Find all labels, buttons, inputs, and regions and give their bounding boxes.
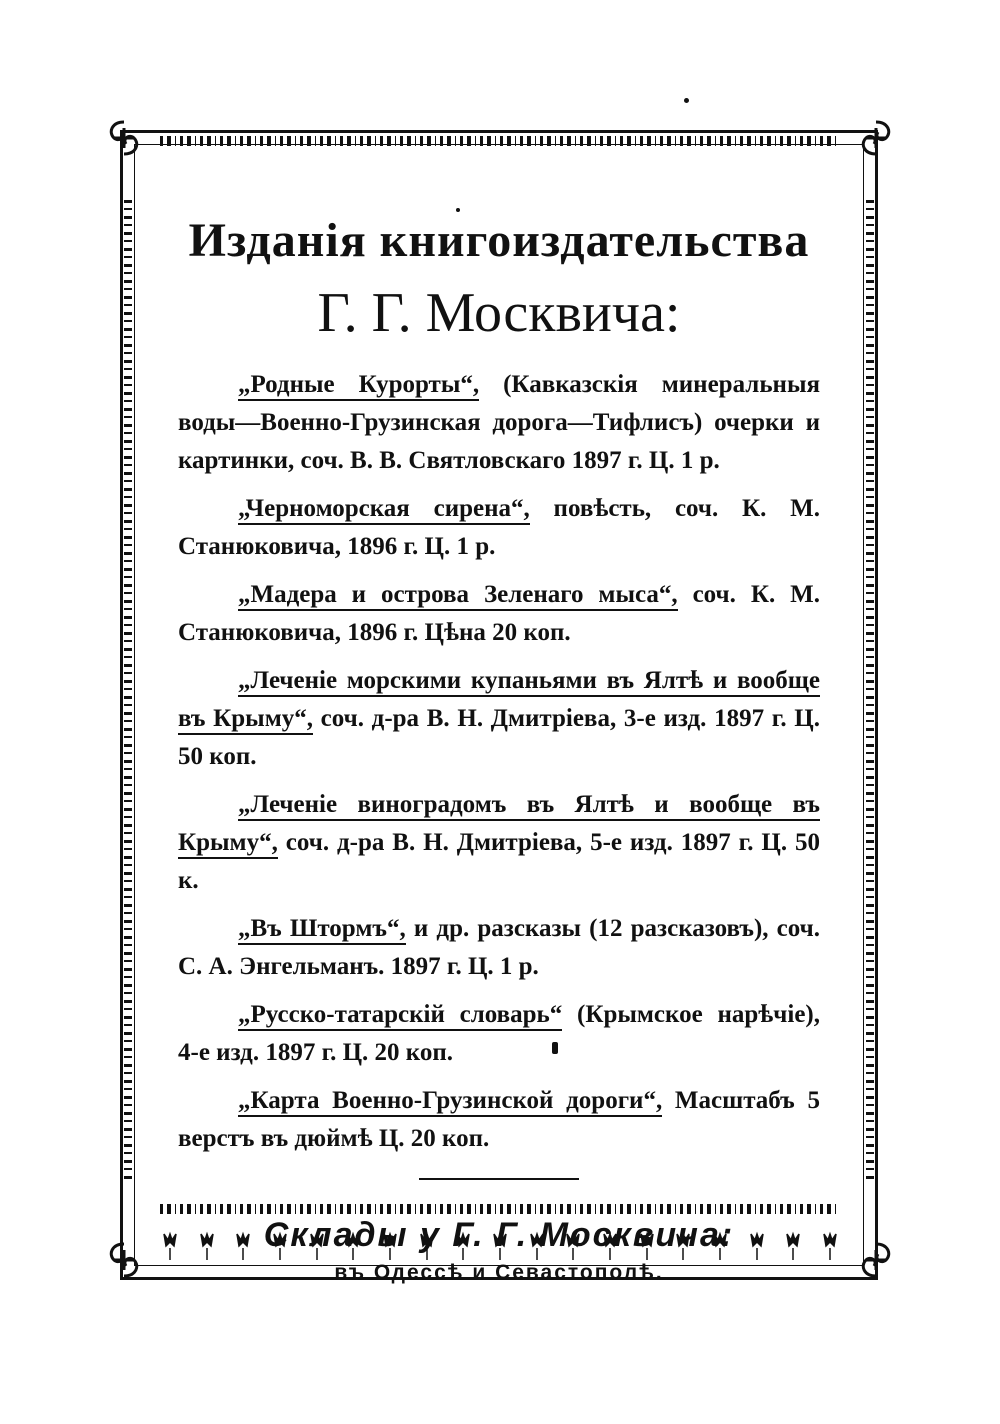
catalog-entry: [178, 910, 820, 986]
catalog-entry: [178, 366, 820, 480]
print-speck: [684, 98, 689, 103]
tulip-ornament-icon: [820, 1230, 840, 1262]
entry-title: „Мадера и острова Зеленаго мыса“,: [238, 581, 678, 611]
entry-title: „Леченіе виноградомъ въ Ялтѣ и вообще въ Крыму“,: [178, 791, 820, 859]
catalog-entry: [178, 996, 820, 1072]
entry-text: повѣсть, соч. К. М. Станюковича, 1896 г. Ц. 1 р.: [178, 495, 821, 560]
entry-title: „Родные Курорты“,: [238, 371, 479, 401]
entry-title: „Карта Военно-Грузинской дороги“,: [238, 1087, 662, 1117]
entry-title: „Леченіе морскими купаньями въ Ялтѣ и вообще въ Крыму“,: [178, 667, 820, 735]
entry-text: (Кавказскія минеральныя воды—Военно-Грузинская дорога—Тифлисъ) очерки и картинки, соч. В. В. Святловскаго 1897 г. Ц. 1 р.: [178, 371, 820, 474]
entry-text: Масштабъ 5 верстъ въ дюймѣ Ц. 20 коп.: [178, 1087, 820, 1152]
top-chain-border: [160, 136, 840, 146]
catalog-entry: [178, 1082, 820, 1158]
catalog-entry: [178, 576, 820, 652]
stores-heading: Склады у Г. Г. Москвича:: [263, 1216, 735, 1254]
entry-title: „Въ Штормъ“,: [238, 915, 406, 945]
page-title: Изданія книгоиздательства: [188, 214, 810, 267]
catalog-entry: [178, 662, 820, 776]
publisher-name: Г. Г. Москвича:: [317, 282, 681, 344]
entry-text: (Крымское нарѣчіе), 4-е изд. 1897 г. Ц. 20 коп.: [178, 1001, 820, 1066]
corner-ornament-icon: [856, 1240, 896, 1280]
section-divider: [419, 1178, 579, 1180]
entry-title: „Русско-татарскій словарь“: [238, 1001, 562, 1031]
corner-ornament-icon: [104, 1240, 144, 1280]
page-content: [178, 210, 820, 1285]
entry-text: и др. разсказы (12 разсказовъ), соч. С. А. Энгельманъ. 1897 г. Ц. 1 р.: [178, 915, 820, 980]
corner-ornament-icon: [104, 118, 144, 158]
entry-text: соч. д-ра В. Н. Дмитріева, 3-е изд. 1897 г. Ц. 50 коп.: [178, 705, 820, 770]
entry-text: соч. д-ра В. Н. Дмитріева, 5-е изд. 1897 г. Ц. 50 к.: [178, 829, 820, 894]
entry-title: „Черноморская сирена“,: [238, 495, 530, 525]
stores-cities: въ Одессѣ и Севастополѣ.: [334, 1261, 664, 1284]
right-chain-border: [866, 200, 874, 1180]
left-chain-border: [124, 200, 132, 1180]
tulip-ornament-icon: [160, 1230, 180, 1262]
corner-ornament-icon: [856, 118, 896, 158]
catalog-entry: [178, 490, 820, 566]
entry-text: соч. К. М. Станюковича, 1896 г. Цѣна 20 коп.: [178, 581, 820, 646]
catalog-entry: [178, 786, 820, 900]
